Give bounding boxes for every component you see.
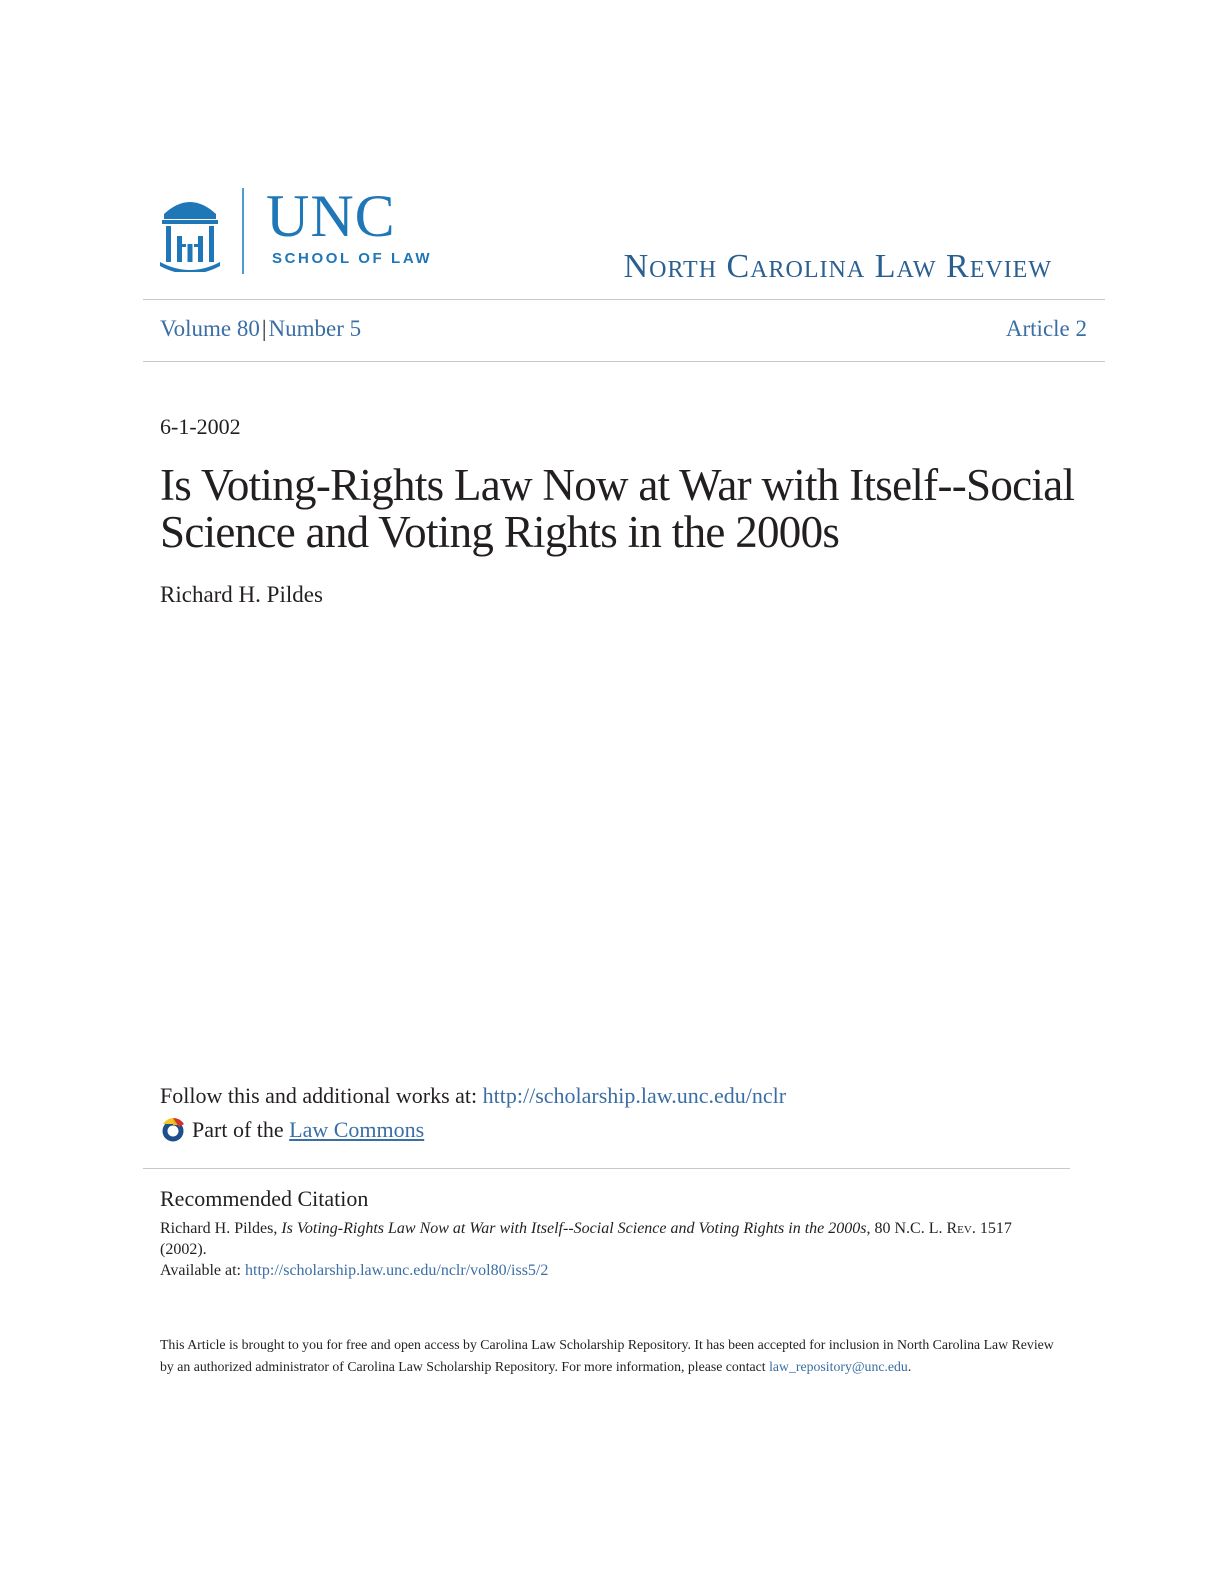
digital-commons-icon [160,1117,186,1143]
header-divider-top [143,299,1105,300]
law-commons-link[interactable]: Law Commons [289,1117,425,1142]
repository-notice-end: . [907,1359,912,1374]
citation-source-post: 1517 [975,1220,1012,1237]
publication-date: 6-1-2002 [160,414,241,439]
follow-url-link[interactable]: http://scholarship.law.unc.edu/nclr [482,1083,787,1108]
citation-divider [143,1168,1070,1169]
article-author: Richard H. Pildes [160,582,323,607]
citation-heading: Recommended Citation [160,1186,369,1211]
repository-email-link[interactable]: law_repository@unc.edu [769,1359,908,1374]
citation-author: Richard H. Pildes, [160,1220,278,1237]
available-url-link[interactable]: http://scholarship.law.unc.edu/nclr/vol80/iss5/2 [245,1262,549,1279]
available-label: Available at: [160,1262,241,1279]
issue-line [160,316,361,342]
number-link[interactable]: Number 5 [268,316,362,341]
repository-notice-text: This Article is brought to you for free and open access by Carolina Law Scholarship Repository. It has been accepted for inclusion in North Carolina Law Review by an authorized administrator of Carolina Law Scholarship Repository. For more information, please contact [160,1337,1054,1374]
part-of-line [160,1117,424,1143]
logo-unc-text: UNC [266,183,396,249]
old-well-icon [158,192,222,272]
header-divider-bottom [143,361,1105,362]
logo-school-of-law-text: SCHOOL OF LAW [272,250,433,267]
citation-year: (2002). [160,1241,207,1258]
citation-source-rev: Rev. [946,1220,976,1237]
citation-source-pre: , 80 N.C. L. [866,1220,947,1237]
issue-separator: | [261,316,267,341]
journal-title: North Carolina Law Review [623,248,1052,285]
available-line [160,1262,548,1280]
follow-line [160,1083,786,1109]
article-title: Is Voting-Rights Law Now at War with Itself--Social Science and Voting Rights in the 2000s [160,460,1075,557]
article-number-link[interactable]: Article 2 [1005,316,1087,341]
citation-text [160,1218,1030,1260]
follow-prefix: Follow this and additional works at: [160,1083,478,1108]
logo-divider [242,188,244,274]
repository-notice [160,1334,1060,1378]
citation-title: Is Voting-Rights Law Now at War with Itself--Social Science and Voting Rights in the 2000s [281,1220,867,1237]
part-of-prefix: Part of the [192,1117,284,1142]
volume-link[interactable]: Volume 80 [160,316,260,341]
